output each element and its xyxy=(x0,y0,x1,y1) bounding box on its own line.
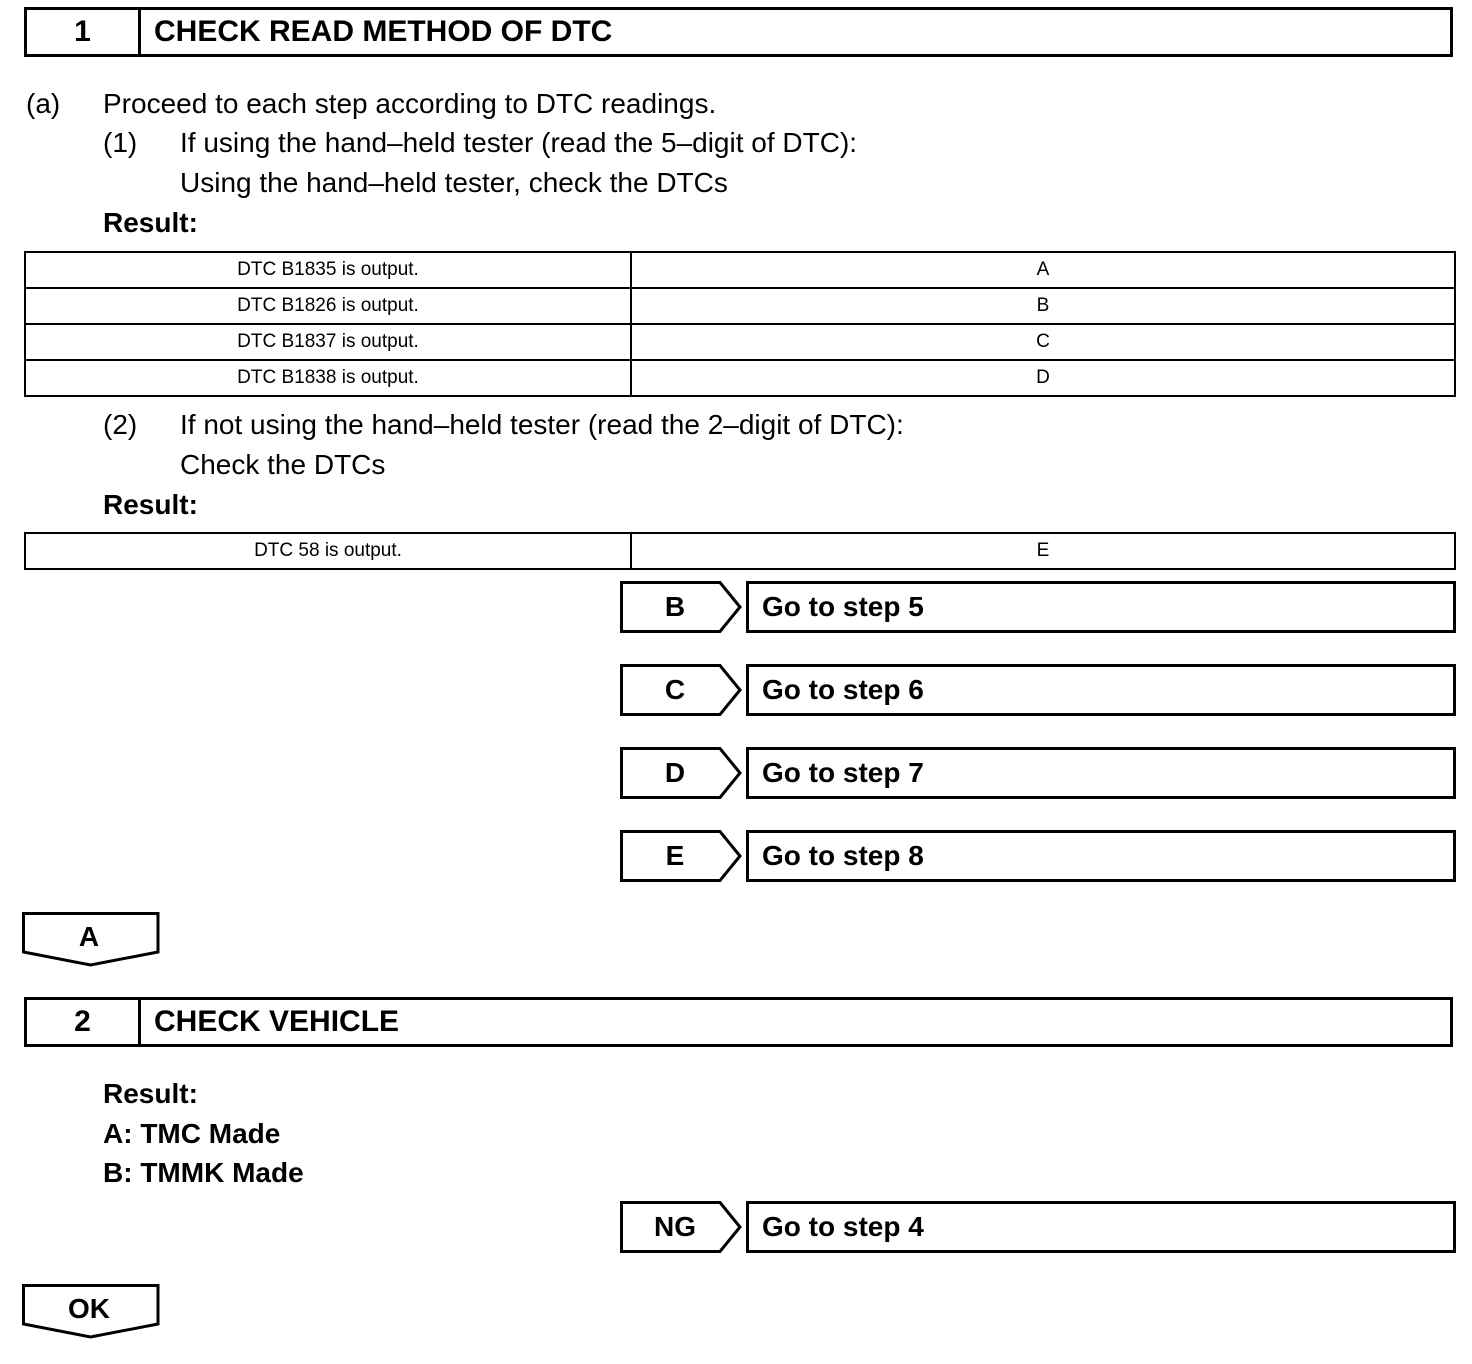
go-to-step-link[interactable]: Go to step 5 xyxy=(746,581,1456,633)
table-row xyxy=(25,252,1455,288)
go-to-step-link[interactable]: Go to step 6 xyxy=(746,664,1456,716)
branch-code: D xyxy=(664,757,686,788)
step-number: 2 xyxy=(27,1000,141,1044)
branch-code: B xyxy=(664,591,686,622)
sub-1-marker: (1) xyxy=(103,127,138,158)
step-title: CHECK READ METHOD OF DTC xyxy=(154,15,613,48)
branch-d[interactable] xyxy=(620,747,1456,799)
go-to-step-link[interactable]: Go to step 4 xyxy=(746,1201,1456,1253)
result-label: Result: xyxy=(103,1078,198,1109)
result-label: Result: xyxy=(103,489,198,520)
result-b: B: TMMK Made xyxy=(103,1157,304,1188)
branch-b[interactable] xyxy=(620,581,1456,633)
result-table-2 xyxy=(24,532,1456,570)
code-cell: D xyxy=(631,360,1455,396)
go-to-step-link[interactable]: Go to step 8 xyxy=(746,830,1456,882)
sub-2-marker: (2) xyxy=(103,409,138,440)
table-row xyxy=(25,324,1455,360)
code-cell: C xyxy=(631,324,1455,360)
step-1-header xyxy=(24,7,1453,57)
continue-a-button[interactable] xyxy=(22,912,160,968)
branch-e[interactable] xyxy=(620,830,1456,882)
sub-1-line-2: Using the hand–held tester, check the DTCs xyxy=(180,167,728,198)
branch-code: NG xyxy=(654,1211,696,1242)
table-row xyxy=(25,533,1455,569)
item-a-text: Proceed to each step according to DTC readings. xyxy=(103,88,717,119)
code-cell: B xyxy=(631,288,1455,324)
table-row xyxy=(25,360,1455,396)
sub-1-line-1: If using the hand–held tester (read the 5–digit of DTC): xyxy=(180,127,858,158)
condition-cell: DTC 58 is output. xyxy=(25,533,631,569)
table-row xyxy=(25,288,1455,324)
sub-2-line-2: Check the DTCs xyxy=(180,449,386,480)
step-2-header xyxy=(24,997,1453,1047)
continue-ok-button[interactable] xyxy=(22,1284,160,1340)
result-a: A: TMC Made xyxy=(103,1118,281,1149)
code-cell: E xyxy=(631,533,1455,569)
branch-c[interactable] xyxy=(620,664,1456,716)
code-cell: A xyxy=(631,252,1455,288)
continue-label: A xyxy=(78,921,100,952)
step-title: CHECK VEHICLE xyxy=(154,1005,400,1038)
condition-cell: DTC B1835 is output. xyxy=(25,252,631,288)
condition-cell: DTC B1826 is output. xyxy=(25,288,631,324)
sub-2-line-1: If not using the hand–held tester (read the 2–digit of DTC): xyxy=(180,409,904,440)
branch-ng[interactable] xyxy=(620,1201,1456,1253)
result-label: Result: xyxy=(103,207,198,238)
result-table-1 xyxy=(24,251,1456,397)
go-to-step-link[interactable]: Go to step 7 xyxy=(746,747,1456,799)
branch-code: C xyxy=(664,674,686,705)
branch-code: E xyxy=(665,840,685,871)
condition-cell: DTC B1837 is output. xyxy=(25,324,631,360)
continue-label: OK xyxy=(68,1293,110,1324)
item-a-marker: (a) xyxy=(26,88,61,119)
step-number: 1 xyxy=(27,10,141,54)
condition-cell: DTC B1838 is output. xyxy=(25,360,631,396)
